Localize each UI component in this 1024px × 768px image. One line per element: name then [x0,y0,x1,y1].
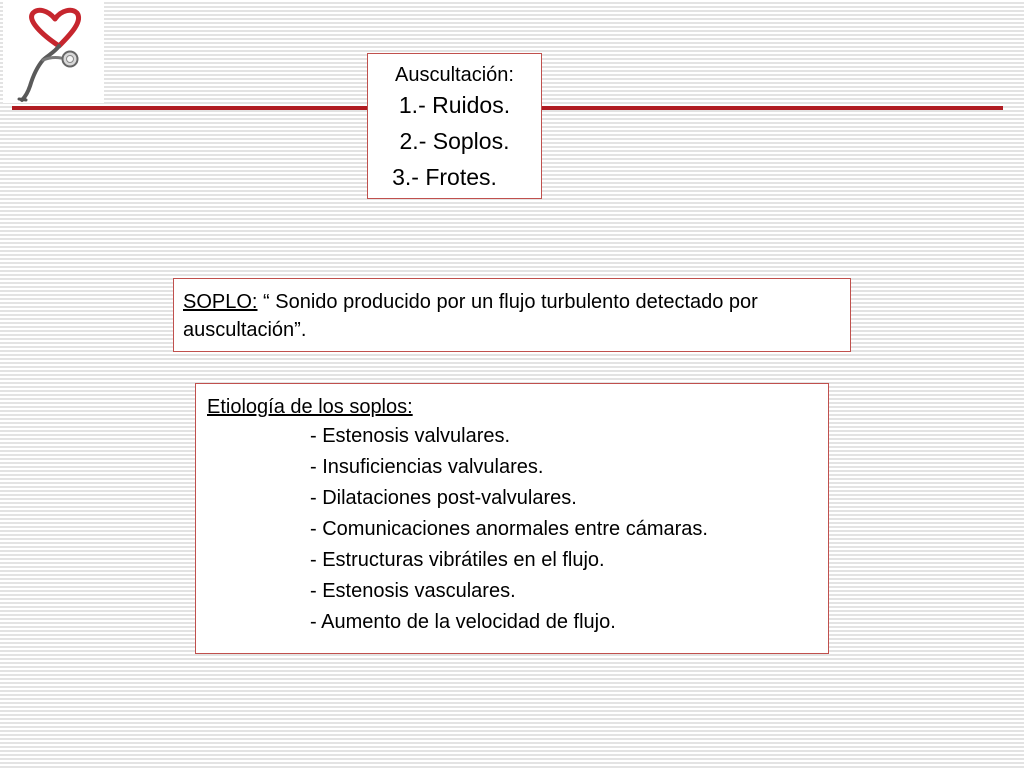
auscultation-box [367,53,542,199]
auscultation-item: 1.- Ruidos. [398,92,511,118]
auscultation-title: Auscultación: [395,64,514,86]
list-item: - Aumento de la velocidad de flujo. [310,611,616,633]
etiology-list [207,421,828,638]
list-item: - Dilataciones post-valvulares. [310,487,577,509]
list-item: - Estructuras vibrátiles en el flujo. [310,549,605,571]
auscultation-item: 3.- Frotes. [392,164,497,190]
definition-box [173,278,851,352]
list-item: - Comunicaciones anormales entre cámaras. [310,518,708,540]
logo [3,0,104,103]
etiology-title: Etiología de los soplos: [207,396,413,418]
definition-text: “ Sonido producido por un flujo turbulento detectado por auscultación”. [183,291,758,341]
heart-stethoscope-icon [3,0,104,103]
etiology-box [195,383,829,654]
auscultation-item: 2.- Soplos. [399,128,510,154]
list-item: - Insuficiencias valvulares. [310,456,544,478]
list-item: - Estenosis vasculares. [310,580,516,602]
list-item: - Estenosis valvulares. [310,425,511,447]
definition-term: SOPLO: [183,291,258,313]
